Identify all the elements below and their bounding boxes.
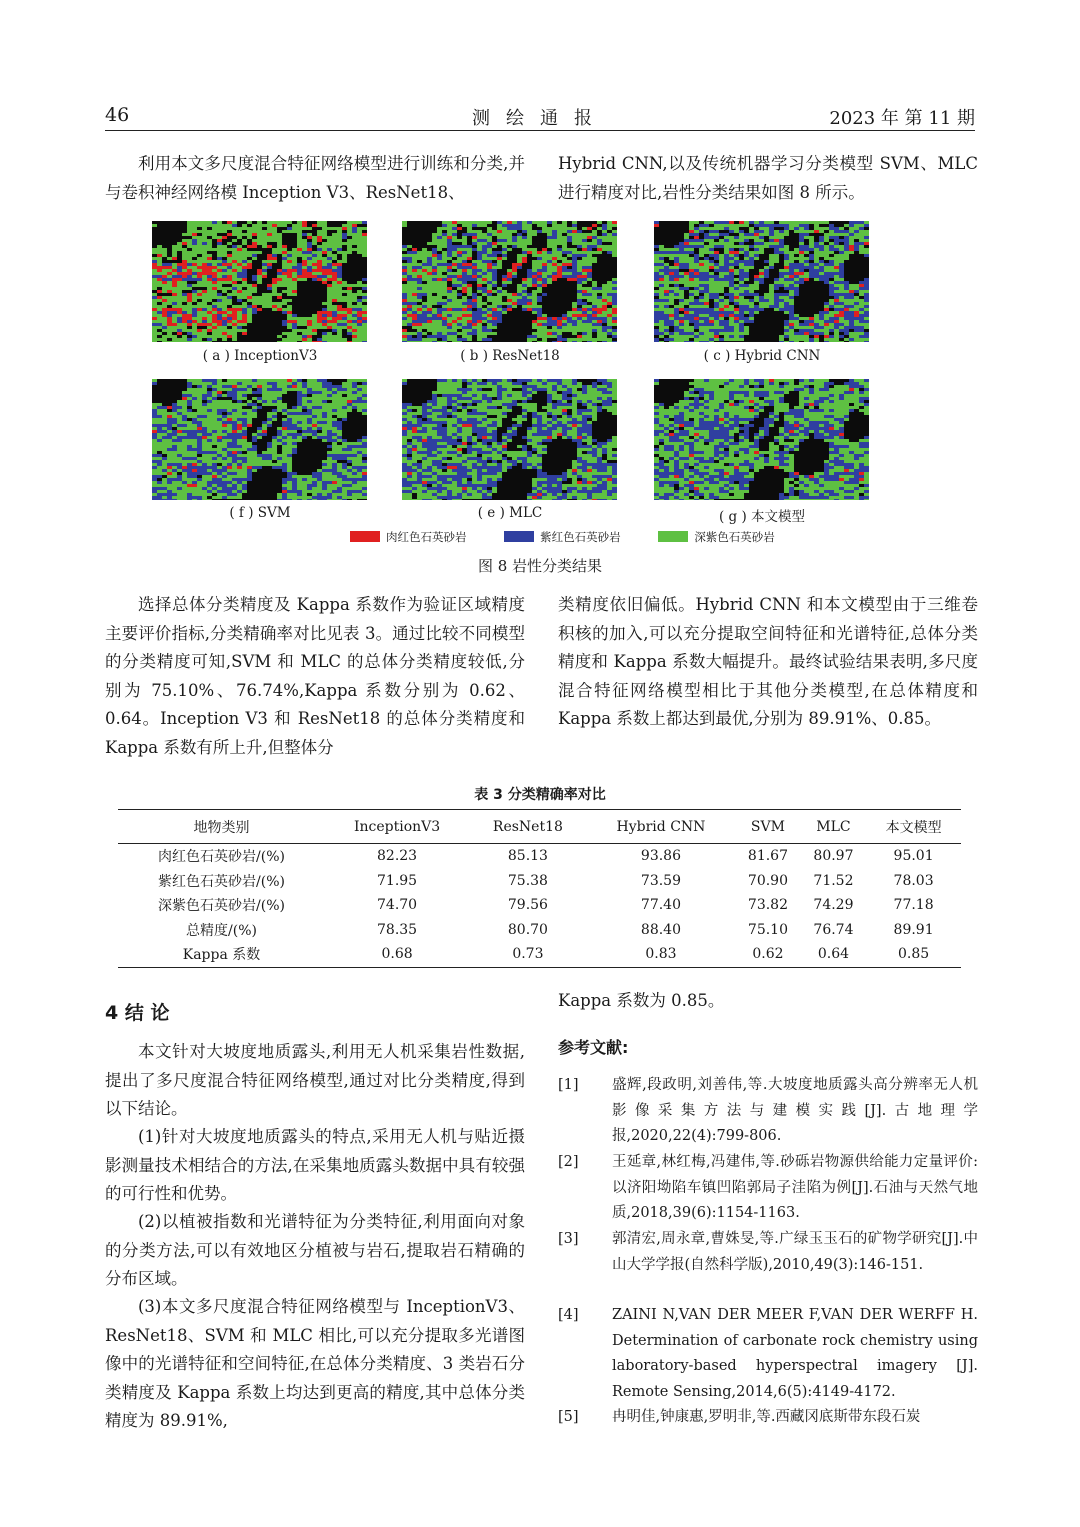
cell: 85.13 — [507, 848, 548, 865]
panel-image — [152, 221, 367, 342]
journal-name: 测绘通报 — [472, 108, 608, 129]
table-header-row — [118, 810, 961, 844]
row-label: 肉红色石英砂岩/(%) — [158, 849, 285, 866]
cell: 0.62 — [735, 942, 801, 967]
cell: 70.90 — [747, 872, 788, 889]
panel-image — [152, 379, 367, 500]
classification-map-e — [402, 379, 617, 500]
panel-caption-f: ( f ) SVM — [229, 505, 291, 521]
cell: 80.97 — [813, 848, 854, 865]
cell: 0.73 — [469, 942, 587, 967]
reference-item: [3] 郭清宏,周永章,曹姝旻,等.广绿玉玉石的矿物学研究[J].中山大学学报(自然科学版),2010,49(3):146-151. — [558, 1231, 978, 1273]
col-header: MLC — [801, 810, 867, 844]
cell: 95.01 — [893, 848, 934, 865]
table-row — [118, 918, 961, 943]
panel-caption-c: ( c ) Hybrid CNN — [703, 348, 821, 364]
reference-item: [2] 王延章,林红梅,冯建伟,等.砂砾岩物源供给能力定量评价:以济阳坳陷车镇凹陷郭局子洼陷为例[J].石油与天然气地质,2018,39(6):1154-1163. — [558, 1154, 978, 1221]
classification-map-c — [654, 221, 869, 342]
row-label: Kappa 系数 — [118, 942, 325, 967]
body-right: 类精度依旧偏低。Hybrid CNN 和本文模型由于三维卷积核的加入,可以充分提取空间特征和光谱特征,总体分类精度和 Kappa 系数大幅提升。最终试验结果表明,多尺度混合特征网络模型相比于其他分类模型,在总体精度和 Kappa 系数上都达到最优,分别为 89.91%、0.85。 — [558, 595, 978, 728]
accuracy-table — [118, 809, 961, 968]
cell: 0.68 — [325, 942, 469, 967]
conclusion-p2: (1)针对大坡度地质露头的特点,采用无人机与贴近摄影测量技术相结合的方法,在采集地质露头数据中具有较强的可行性和优势。 — [105, 1127, 525, 1203]
reference-item: [4] ZAINI N,VAN DER MEER F,VAN DER WERFF H. Determination of carbonate rock chemistry using laboratory-based hyperspectral imagery [J]. Remote Sensing,2014,6(5):4149-4172. — [558, 1307, 978, 1400]
table-row — [118, 942, 961, 967]
cell: 89.91 — [893, 921, 934, 938]
conclusion-p3: (2)以植被指数和光谱特征为分类特征,利用面向对象的分类方法,可以有效地区分植被与岩石,提取岩石精确的分布区域。 — [105, 1212, 525, 1288]
panel-caption-g: ( g ) 本文模型 — [718, 509, 806, 525]
cell: 76.74 — [813, 921, 854, 938]
legend-swatch-blue — [504, 531, 534, 542]
page-header — [105, 100, 975, 131]
cell: 74.70 — [377, 897, 418, 914]
conclusion-p1: 本文针对大坡度地质露头,利用无人机采集岩性数据,提出了多尺度混合特征网络模型,通过对比分类精度,得到以下结论。 — [105, 1042, 525, 1118]
cell: 0.83 — [587, 942, 735, 967]
classification-map-g — [654, 379, 869, 500]
cell: 88.40 — [640, 921, 682, 938]
panel-caption-b: ( b ) ResNet18 — [460, 348, 560, 364]
row-label: 深紫色石英砂岩/(%) — [158, 898, 285, 915]
references-heading: 参考文献: — [558, 1038, 629, 1057]
legend-swatch-green — [658, 531, 688, 542]
figure-legend — [350, 529, 809, 545]
col-header: SVM — [735, 810, 801, 844]
classification-map-f — [152, 379, 367, 500]
figure-title: 图 8 岩性分类结果 — [477, 557, 603, 575]
table-row — [118, 893, 961, 918]
cell: 82.23 — [377, 848, 418, 865]
col-header: ResNet18 — [469, 810, 587, 844]
cell: 78.03 — [893, 872, 934, 889]
cell: 73.59 — [640, 872, 682, 889]
cell: 71.52 — [813, 872, 854, 889]
cell: 81.67 — [747, 848, 788, 865]
cell: 80.70 — [507, 921, 548, 938]
reference-item: [1] 盛辉,段政明,刘善伟,等.大坡度地质露头高分辨率无人机影像采集方法与建模实践[J].古地理学报,2020,22(4):799-806. — [558, 1077, 978, 1144]
cell: 77.40 — [640, 897, 682, 914]
conclusion-p4-cont: Kappa 系数为 0.85。 — [558, 991, 725, 1010]
table-row — [118, 869, 961, 894]
cell: 75.38 — [507, 872, 548, 889]
cell: 78.35 — [377, 921, 418, 938]
classification-map-b — [402, 221, 617, 342]
panel-caption-e: ( e ) MLC — [477, 505, 543, 521]
col-header: InceptionV3 — [325, 810, 469, 844]
cell: 93.86 — [640, 848, 682, 865]
section-heading: 4 结 论 — [105, 1002, 170, 1024]
intro-left: 利用本文多尺度混合特征网络模型进行训练和分类,并与卷积神经网络模 Inception V3、ResNet18、 — [105, 154, 525, 202]
legend-item: 肉红色石英砂岩 — [350, 529, 467, 545]
row-label: 总精度/(%) — [186, 922, 257, 939]
intro-right: Hybrid CNN,以及传统机器学习分类模型 SVM、MLC 进行精度对比,岩性分类结果如图 8 所示。 — [558, 154, 978, 202]
cell: 79.56 — [507, 897, 548, 914]
page-number: 46 — [105, 104, 130, 126]
panel-image — [402, 221, 617, 342]
cell: 77.18 — [893, 897, 934, 914]
col-header: Hybrid CNN — [587, 810, 735, 844]
table-row — [118, 844, 961, 869]
reference-item: [5] 冉明佳,钟康惠,罗明非,等.西藏冈底斯带东段石炭 — [558, 1409, 921, 1425]
col-header: 本文模型 — [866, 810, 961, 844]
panel-image — [654, 221, 869, 342]
cell: 0.64 — [801, 942, 867, 967]
legend-item: 深紫色石英砂岩 — [658, 529, 775, 545]
cell: 73.82 — [747, 897, 788, 914]
conclusion-p4: (3)本文多尺度混合特征网络模型与 InceptionV3、ResNet18、SVM 和 MLC 相比,可以充分提取多光谱图像中的光谱特征和空间特征,在总体分类精度、3 类岩石分类精度及 Kappa 系数上均达到更高的精度,其中总体分类精度为 89.91%, — [105, 1297, 525, 1430]
table-title: 表 3 分类精确率对比 — [474, 787, 606, 803]
panel-image — [654, 379, 869, 500]
panel-caption-a: ( a ) InceptionV3 — [202, 348, 318, 364]
cell: 74.29 — [813, 897, 854, 914]
cell: 75.10 — [747, 921, 788, 938]
col-header: 地物类别 — [118, 810, 325, 844]
body-left: 选择总体分类精度及 Kappa 系数作为验证区域精度主要评价指标,分类精确率对比见表 3。通过比较不同模型的分类精度可知,SVM 和 MLC 的总体分类精度较低,分别为 75.10%、76.74%,Kappa 系数分别为 0.62、0.64。Inception V3 和 ResNet18 的总体分类精度和 Kappa 系数有所上升,但整体分 — [105, 595, 525, 757]
panel-image — [402, 379, 617, 500]
cell: 71.95 — [377, 872, 418, 889]
cell: 0.85 — [866, 942, 961, 967]
issue-label: 2023 年 第 11 期 — [829, 108, 975, 129]
classification-map-a — [152, 221, 367, 342]
legend-swatch-red — [350, 531, 380, 542]
legend-item: 紫红色石英砂岩 — [504, 529, 621, 545]
row-label: 紫红色石英砂岩/(%) — [158, 873, 285, 890]
